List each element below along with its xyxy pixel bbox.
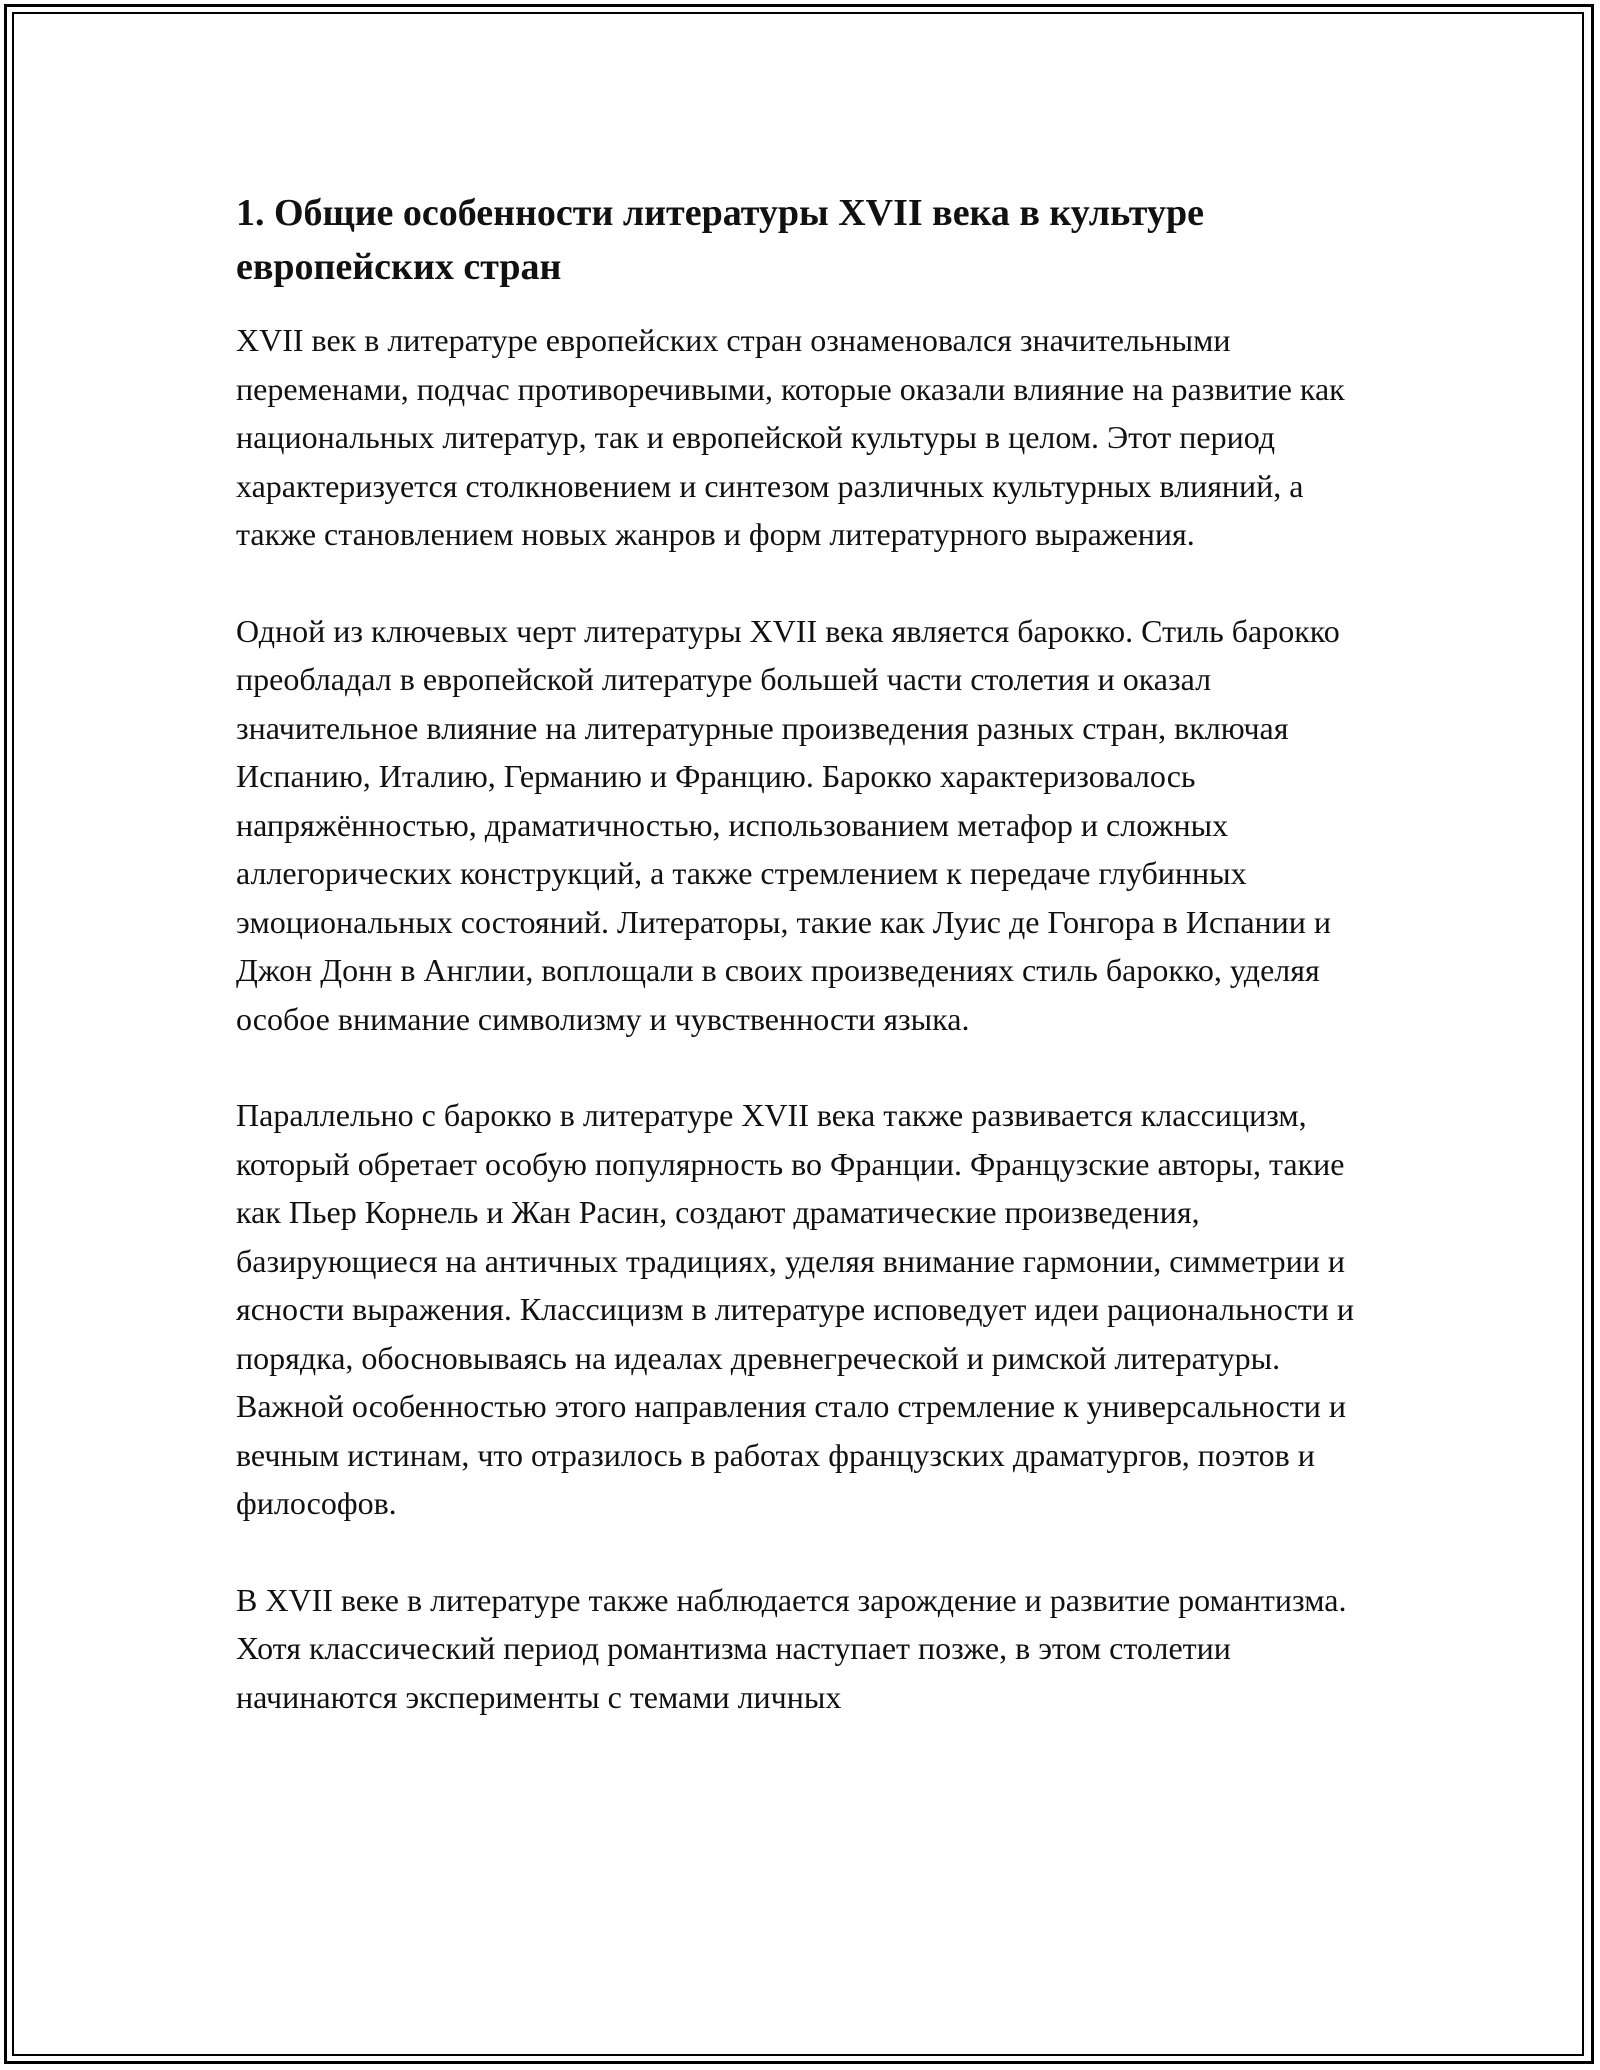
paragraph-baroque: Одной из ключевых черт литературы XVII века является барокко. Стиль барокко преобладал в европейской литературе большей части столетия и оказал значительное влияние на литературные произведения разных стран, включая Испанию, Италию, Германию и Францию. Барокко характеризовалось напряжённостью, драматичностью, использованием метафор и сложных аллегорических конструкций, а также стремлением к передаче глубинных эмоциональных состояний. Литераторы, такие как Луис де Гонгора в Испании и Джон Донн в Англии, воплощали в своих произведениях стиль барокко, уделяя особое внимание символизму и чувственности языка. xyxy=(236,612,1340,1037)
section-heading: 1. Общие особенности литературы XVII века в культуре европейских стран xyxy=(236,192,1204,288)
paragraph-classicism: Параллельно с барокко в литературе XVII века также развивается классицизм, который обретает особую популярность во Франции. Французские авторы, такие как Пьер Корнель и Жан Расин, создают драматические произведения, базирующиеся на античных традициях, уделяя внимание гармонии, симметрии и ясности выражения. Классицизм в литературе исповедует идеи рациональности и порядка, обосновываясь на идеалах древнегреческой и римской литературы. Важной особенностью этого направления стало стремление к универсальности и вечным истинам, что отразилось в работах французских драматургов, поэтов и философов. xyxy=(236,1097,1355,1521)
paragraph-intro: XVII век в литературе европейских стран ознаменовался значительными переменами, подчас противоречивыми, которые оказали влияние на развитие как национальных литератур, так и европейской культуры в целом. Этот период характеризуется столкновением и синтезом различных культурных влияний, а также становлением новых жанров и форм литературного выражения. xyxy=(236,322,1345,552)
document-body xyxy=(236,186,1386,1769)
paragraph-romanticism: В XVII веке в литературе также наблюдается зарождение и развитие романтизма. Хотя классический период романтизма наступает позже, в этом столетии начинаются эксперименты с темами личных xyxy=(236,1581,1347,1715)
